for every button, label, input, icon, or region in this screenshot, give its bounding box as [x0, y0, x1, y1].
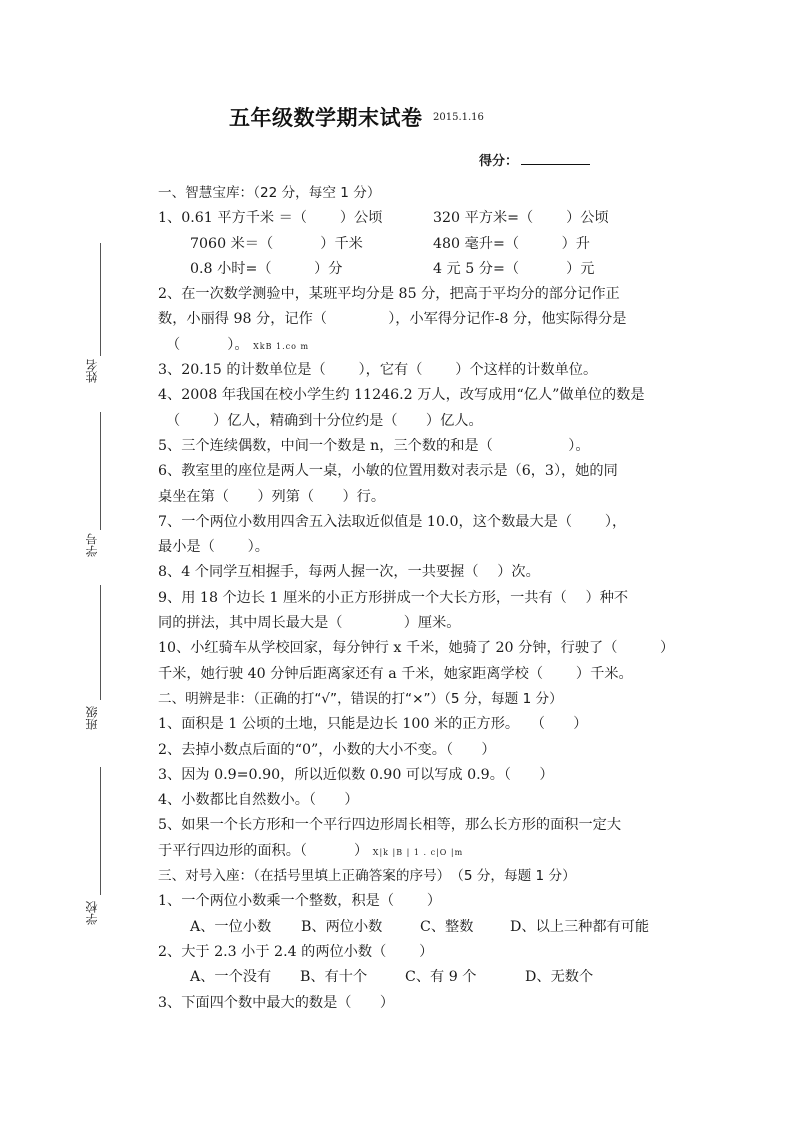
class-label: 班级 — [85, 706, 99, 730]
watermark-text: X|k |B | 1 . c|O |m — [372, 847, 464, 857]
true-false-item: 3、因为 0.9=0.90，所以近似数 0.90 可以写成 0.9。（ ） — [158, 766, 554, 783]
question-line: 10、小红骑车从学校回家，每分钟行 x 千米，她骑了 20 分钟，行驶了（ ） — [158, 640, 675, 657]
score-label: 得分： — [479, 154, 519, 169]
true-false-item: 2、去掉小数点后面的“0”，小数的大小不变。（ ） — [158, 741, 496, 758]
question-line: 数，小丽得 98 分，记作（ ），小军得分记作-8 分，他实际得分是 — [158, 311, 627, 328]
option-a: A、一位小数 — [190, 918, 272, 935]
option-d: D、无数个 — [525, 969, 594, 986]
question-line: 同的拼法，其中周长最大是（ ）厘米。 — [158, 615, 461, 632]
score-blank-line — [521, 164, 590, 165]
class-blank-line — [100, 585, 101, 700]
school-blank-line — [100, 767, 101, 895]
watermark-text: XkB 1.co m — [253, 341, 310, 351]
question-text: 于平行四边形的面积。（ ） — [158, 842, 369, 859]
question-line: 最小是（ ）。 — [158, 539, 269, 556]
question-line: 4、2008 年我国在校小学生约 11246.2 万人，改写成用“亿人”做单位的数是 — [158, 387, 645, 404]
option-b: B、两位小数 — [301, 918, 383, 935]
question-line: 3、20.15 的计数单位是（ ），它有（ ）个这样的计数单位。 — [158, 362, 598, 379]
section-3-heading: 三、对号入座：（在括号里填上正确答案的序号） （5 分，每题 1 分） — [158, 868, 576, 885]
true-false-item: 1、面积是 1 公顷的土地，只能是边长 100 米的正方形。 （ ） — [158, 716, 588, 733]
question-line — [158, 257, 676, 282]
true-false-item — [158, 839, 676, 864]
exam-date: 2015.1.16 — [433, 112, 484, 123]
option-b: B、有十个 — [300, 969, 368, 986]
option-a: A、一个没有 — [190, 969, 272, 986]
student-id-label: 学号 — [85, 533, 99, 557]
question-text: 1、0.61 平方千米 ＝（ ）公顷 — [158, 210, 383, 227]
question-line: 6、教室里的座位是两人一桌，小敏的位置用数对表示是（6，3），她的同 — [158, 463, 618, 480]
question-text: 0.8 小时=（ ）分 — [190, 260, 343, 277]
question-line: 7、一个两位小数用四舍五入法取近似值是 10.0，这个数最大是（ ）， — [158, 513, 627, 530]
question-text: （ ）。 — [166, 336, 249, 353]
question-line — [158, 333, 676, 358]
question-line: 9、用 18 个边长 1 厘米的小正方形拼成一个大长方形，一共有（ ）种不 — [158, 589, 629, 606]
exam-title: 五年级数学期末试卷 — [229, 106, 423, 130]
true-false-item: 4、小数都比自然数小。（ ） — [158, 792, 359, 809]
option-c: C、整数 — [420, 918, 474, 935]
multiple-choice-question: 2、大于 2.3 小于 2.4 的两位小数（ ） — [158, 943, 434, 960]
options-row — [158, 965, 676, 990]
question-text: 7060 米＝（ ）千米 — [190, 235, 363, 252]
options-row — [158, 915, 676, 940]
name-label: 姓名 — [85, 359, 99, 383]
question-text: 320 平方米=（ ）公顷 — [433, 210, 609, 227]
option-d: D、以上三种都有可能 — [510, 918, 650, 935]
name-blank-line — [100, 243, 101, 356]
school-label: 学校 — [85, 901, 99, 925]
question-text: 4 元 5 分=（ ）元 — [433, 260, 595, 277]
exam-body — [158, 181, 676, 1016]
true-false-item: 5、如果一个长方形和一个平行四边形周长相等，那么长方形的面积一定大 — [158, 817, 622, 834]
multiple-choice-question: 3、下面四个数中最大的数是（ ） — [158, 994, 395, 1011]
question-line: 8、4 个同学互相握手，每两人握一次，一共要握（ ）次。 — [158, 564, 540, 581]
question-line: （ ）亿人，精确到十分位约是（ ）亿人。 — [166, 412, 483, 429]
option-c: C、有 9 个 — [405, 969, 477, 986]
question-line: 2、在一次数学测验中，某班平均分是 85 分，把高于平均分的部分记作正 — [158, 286, 620, 303]
section-2-heading: 二、明辨是非：（正确的打“√”，错误的打“×”）（5 分，每题 1 分） — [158, 690, 563, 707]
question-text: 480 毫升=（ ）升 — [433, 235, 590, 252]
question-line: 5、三个连续偶数，中间一个数是 n，三个数的和是（ ）。 — [158, 437, 590, 454]
question-line — [158, 232, 676, 257]
multiple-choice-question: 1、一个两位小数乘一个整数，积是（ ） — [158, 893, 442, 910]
question-line — [158, 206, 676, 231]
question-line: 千米，她行驶 40 分钟后距离家还有 a 千米，她家距离学校（ ）千米。 — [158, 665, 633, 682]
section-1-heading: 一、智慧宝库：（22 分，每空 1 分） — [158, 185, 381, 201]
student-id-blank-line — [100, 412, 101, 530]
question-line: 桌坐在第（ ）列第（ ）行。 — [158, 488, 386, 505]
